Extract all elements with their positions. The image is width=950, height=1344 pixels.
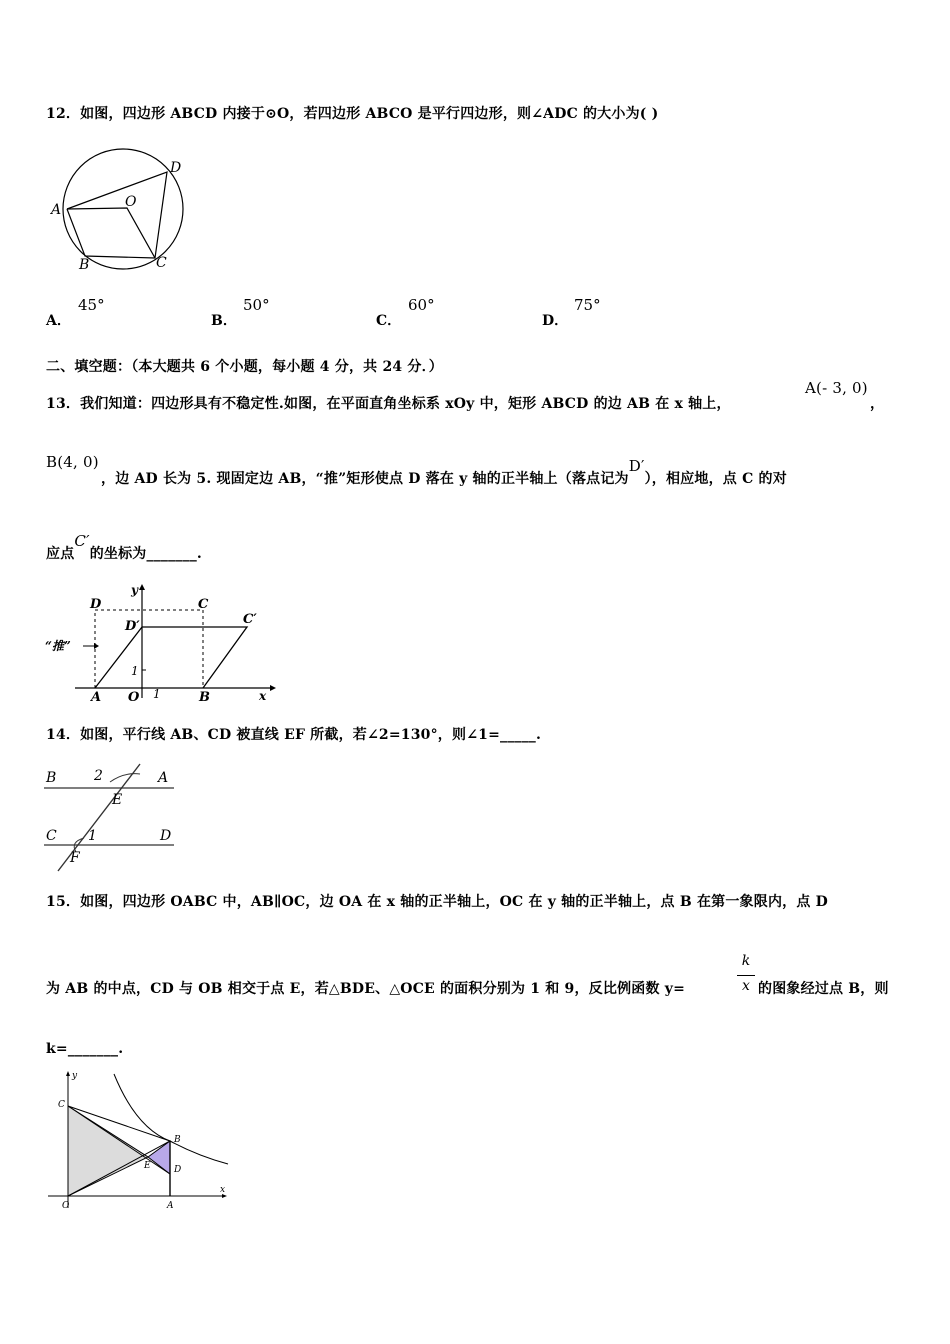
q13-label-dprime: D′ — [125, 619, 140, 634]
q12-label-d: D — [170, 160, 182, 176]
q14-label-two: 2 — [94, 768, 103, 784]
q15-frac-bar — [737, 975, 755, 976]
q13-point-a-text: A(- 3, 0) — [805, 379, 868, 397]
q13-comma: ， — [870, 396, 885, 412]
q13-label-one-x: 1 — [153, 687, 161, 701]
q14-label-a: A — [158, 770, 169, 786]
q12-label-b: B — [79, 257, 90, 273]
q13-line2-text: ，边 AD 长为 5. 现固定边 AB，“推”矩形使点 D 落在 y 轴的正半轴上（落点记为 — [101, 471, 629, 487]
q14-label-one: 1 — [88, 828, 97, 844]
q13-c-prime: C′ — [74, 532, 90, 550]
q14-label-b: B — [46, 770, 57, 786]
q13-line3-pre: 应点 — [46, 546, 75, 562]
q13-line2 — [101, 457, 787, 488]
q15-label-o: O — [62, 1201, 70, 1211]
q13-point-b — [46, 453, 99, 471]
q13-line3-post: 的坐标为_______. — [89, 546, 202, 562]
q15-label-e: E — [144, 1161, 151, 1171]
q13-label-c: C — [198, 597, 209, 612]
section2-heading: 二、填空题：（本大题共 6 个小题，每小题 4 分，共 24 分．） — [46, 359, 444, 375]
q13-figure — [45, 580, 275, 705]
q15-frac-num: k — [741, 953, 751, 969]
q13-label-push: “推” — [45, 639, 71, 653]
q13-point-a — [805, 379, 868, 397]
q12-quadrilateral — [67, 172, 167, 258]
q15-label-a: A — [167, 1201, 174, 1211]
q15-frac-den: x — [742, 978, 750, 994]
q12-circle-figure — [45, 148, 195, 273]
q15-line2-pre: 为 AB 的中点，CD 与 OB 相交于点 E，若△BDE、△OCE 的面积分别为 1 和 9，反比例函数 y= — [46, 981, 686, 997]
q15-figure — [48, 1068, 238, 1216]
q12-option-b-letter: B． — [211, 313, 237, 329]
q14-figure — [44, 760, 176, 872]
q14-stem: 14．如图，平行线 AB、CD 被直线 EF 所截，若∠2=130°，则∠1=_____. — [46, 727, 542, 743]
q13-line2-tail: ），相应地，点 C 的对 — [644, 471, 787, 487]
q13-label-b: B — [199, 690, 210, 705]
q12-label-c: C — [156, 255, 167, 271]
q14-label-f: F — [70, 850, 80, 866]
q14-label-e: E — [112, 792, 123, 808]
q13-parallelogram — [95, 627, 247, 688]
q13-d-prime: D′ — [628, 457, 645, 475]
q15-label-d: D — [174, 1165, 182, 1175]
q13-point-b-text: B(4, 0) — [46, 453, 99, 471]
q15-label-x: x — [220, 1185, 226, 1195]
q14-label-d: D — [160, 828, 172, 844]
q13-label-a: A — [91, 690, 102, 705]
q15-line3: k=_______. — [46, 1041, 124, 1057]
q13-label-x: x — [259, 689, 267, 703]
q13-label-d: D — [90, 597, 102, 612]
q12-option-c-value: 60° — [408, 296, 435, 314]
q15-triangle-bde — [148, 1141, 170, 1174]
q13-label-o: O — [128, 690, 140, 705]
q12-option-a-letter: A． — [46, 313, 71, 329]
q12-option-c-letter: C． — [376, 313, 402, 329]
q12-stem: 12．如图，四边形 ABCD 内接于⊙O，若四边形 ABCO 是平行四边形，则∠ADC 的大小为( ) — [46, 106, 659, 122]
q15-label-y: y — [72, 1071, 78, 1081]
q13-label-one-y: 1 — [131, 664, 139, 678]
q12-label-o: O — [125, 194, 137, 210]
q12-option-a-value: 45° — [78, 296, 105, 314]
q15-line2 — [46, 978, 685, 998]
q15-label-b: B — [174, 1135, 181, 1145]
q15-label-c: C — [58, 1100, 65, 1110]
q13-line3 — [46, 532, 202, 563]
q12-option-b-value: 50° — [243, 296, 270, 314]
q15-line2-post: 的图象经过点 B，则 — [758, 981, 889, 997]
q12-option-d-value: 75° — [574, 296, 601, 314]
q13-label-cprime: C′ — [243, 612, 257, 627]
q15-line1: 15．如图，四边形 OABC 中，AB∥OC，边 OA 在 x 轴的正半轴上，OC 在 y 轴的正半轴上，点 B 在第一象限内，点 D — [46, 894, 828, 910]
q14-label-c: C — [46, 828, 57, 844]
q13-label-y: y — [131, 583, 138, 597]
q12-label-a: A — [51, 202, 62, 218]
q13-line1 — [46, 393, 731, 413]
q12-option-d-letter: D． — [542, 313, 569, 329]
q13-line1-text: 13．我们知道：四边形具有不稳定性.如图，在平面直角坐标系 xOy 中，矩形 ABCD 的边 AB 在 x 轴上， — [46, 396, 731, 412]
